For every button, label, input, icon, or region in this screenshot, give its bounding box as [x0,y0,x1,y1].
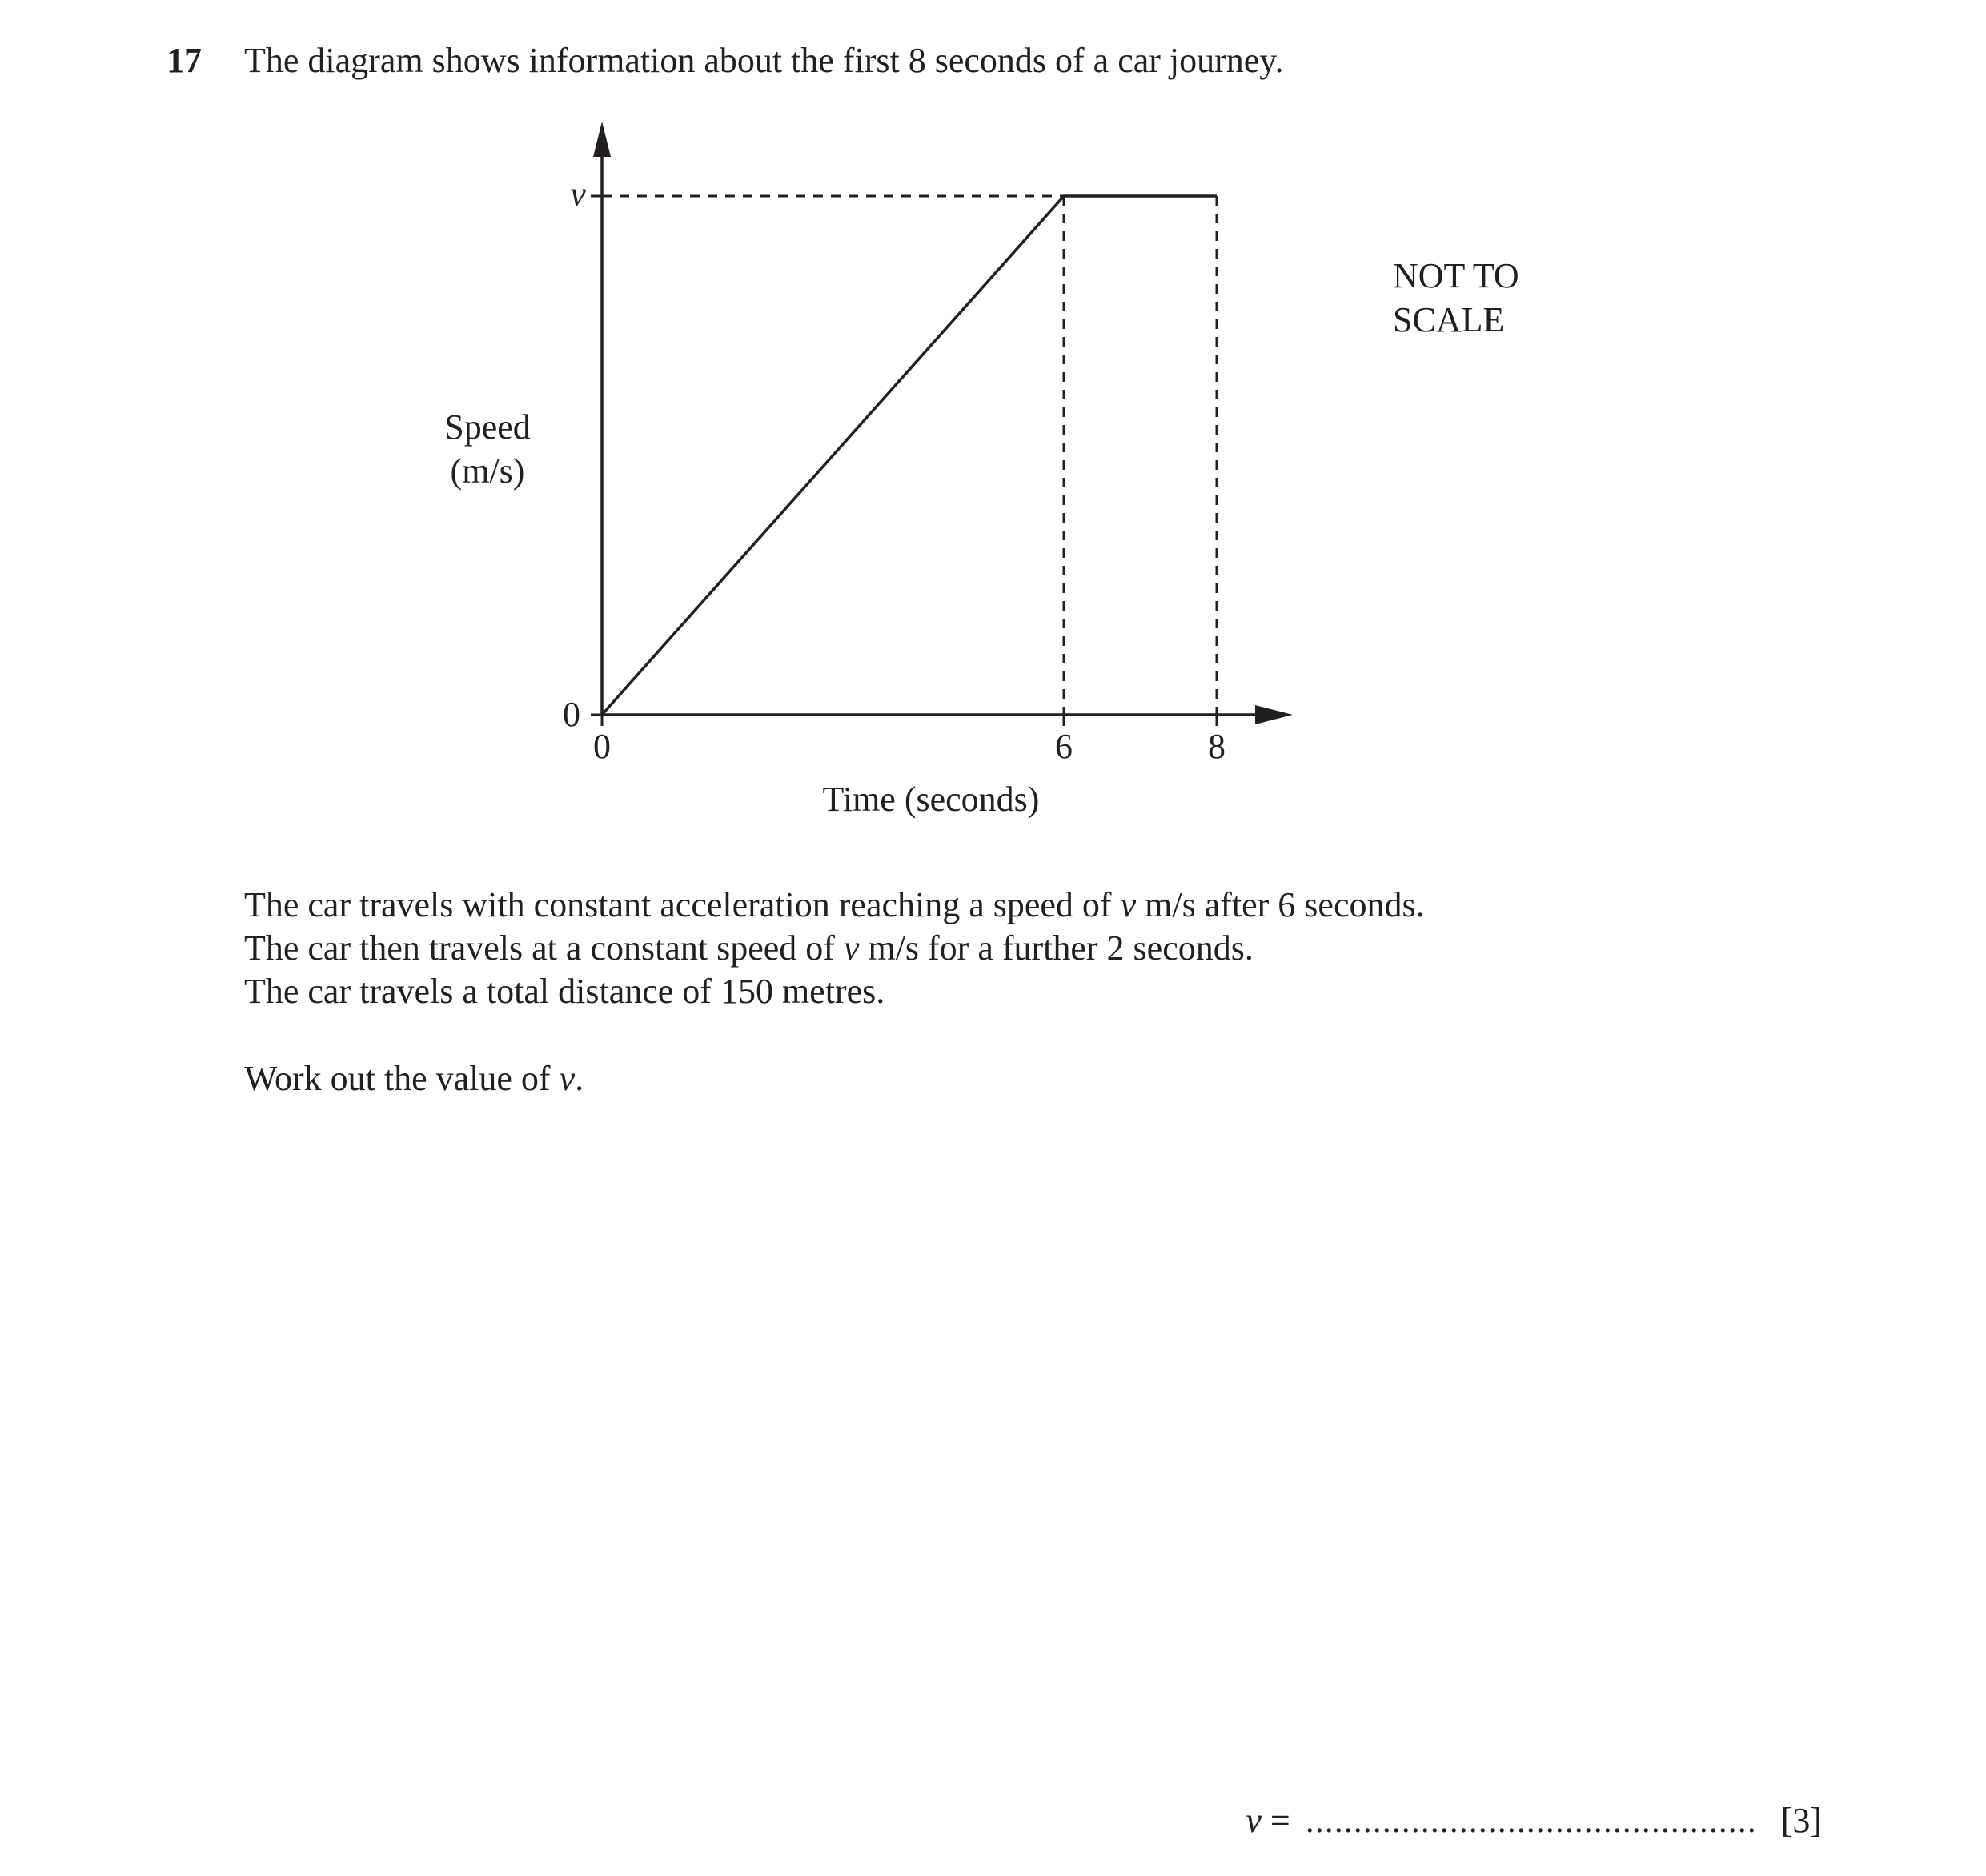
x-tick-label-8: 8 [1208,727,1226,766]
speed-time-graph [0,0,1986,880]
marks-label: [3] [1780,1801,1822,1840]
not-to-scale-line2: SCALE [1393,300,1505,339]
x-axis-title: Time (seconds) [822,780,1040,819]
y-tick-label-v: v [570,174,586,214]
answer-equals: = [1261,1801,1299,1840]
body-line-2: The car then travels at a constant speed of v m/s for a further 2 seconds. [244,928,1254,968]
y-tick-label-zero: 0 [563,695,580,734]
question-intro: The diagram shows information about the first 8 seconds of a car journey. [244,41,1284,80]
instruction: Work out the value of v. [244,1059,584,1098]
speed-graph-line [602,196,1217,715]
body-line-1: The car travels with constant acceleration reaching a speed of v m/s after 6 seconds. [244,885,1425,924]
answer-variable: v [1246,1801,1262,1840]
y-axis-title-line2: (m/s) [450,451,525,491]
x-tick-label-6: 6 [1055,727,1073,766]
x-tick-label-0: 0 [593,727,611,766]
answer-blank[interactable]: ............................................... [1305,1801,1757,1840]
y-axis-title-line1: Speed [444,407,531,447]
y-axis-arrowhead [593,122,611,157]
body-line-3: The car travels a total distance of 150 metres. [244,972,885,1011]
question-number: 17 [167,41,202,80]
x-axis-arrowhead [1255,705,1293,724]
answer-line [1246,1797,1822,1845]
not-to-scale-line1: NOT TO [1393,256,1519,295]
